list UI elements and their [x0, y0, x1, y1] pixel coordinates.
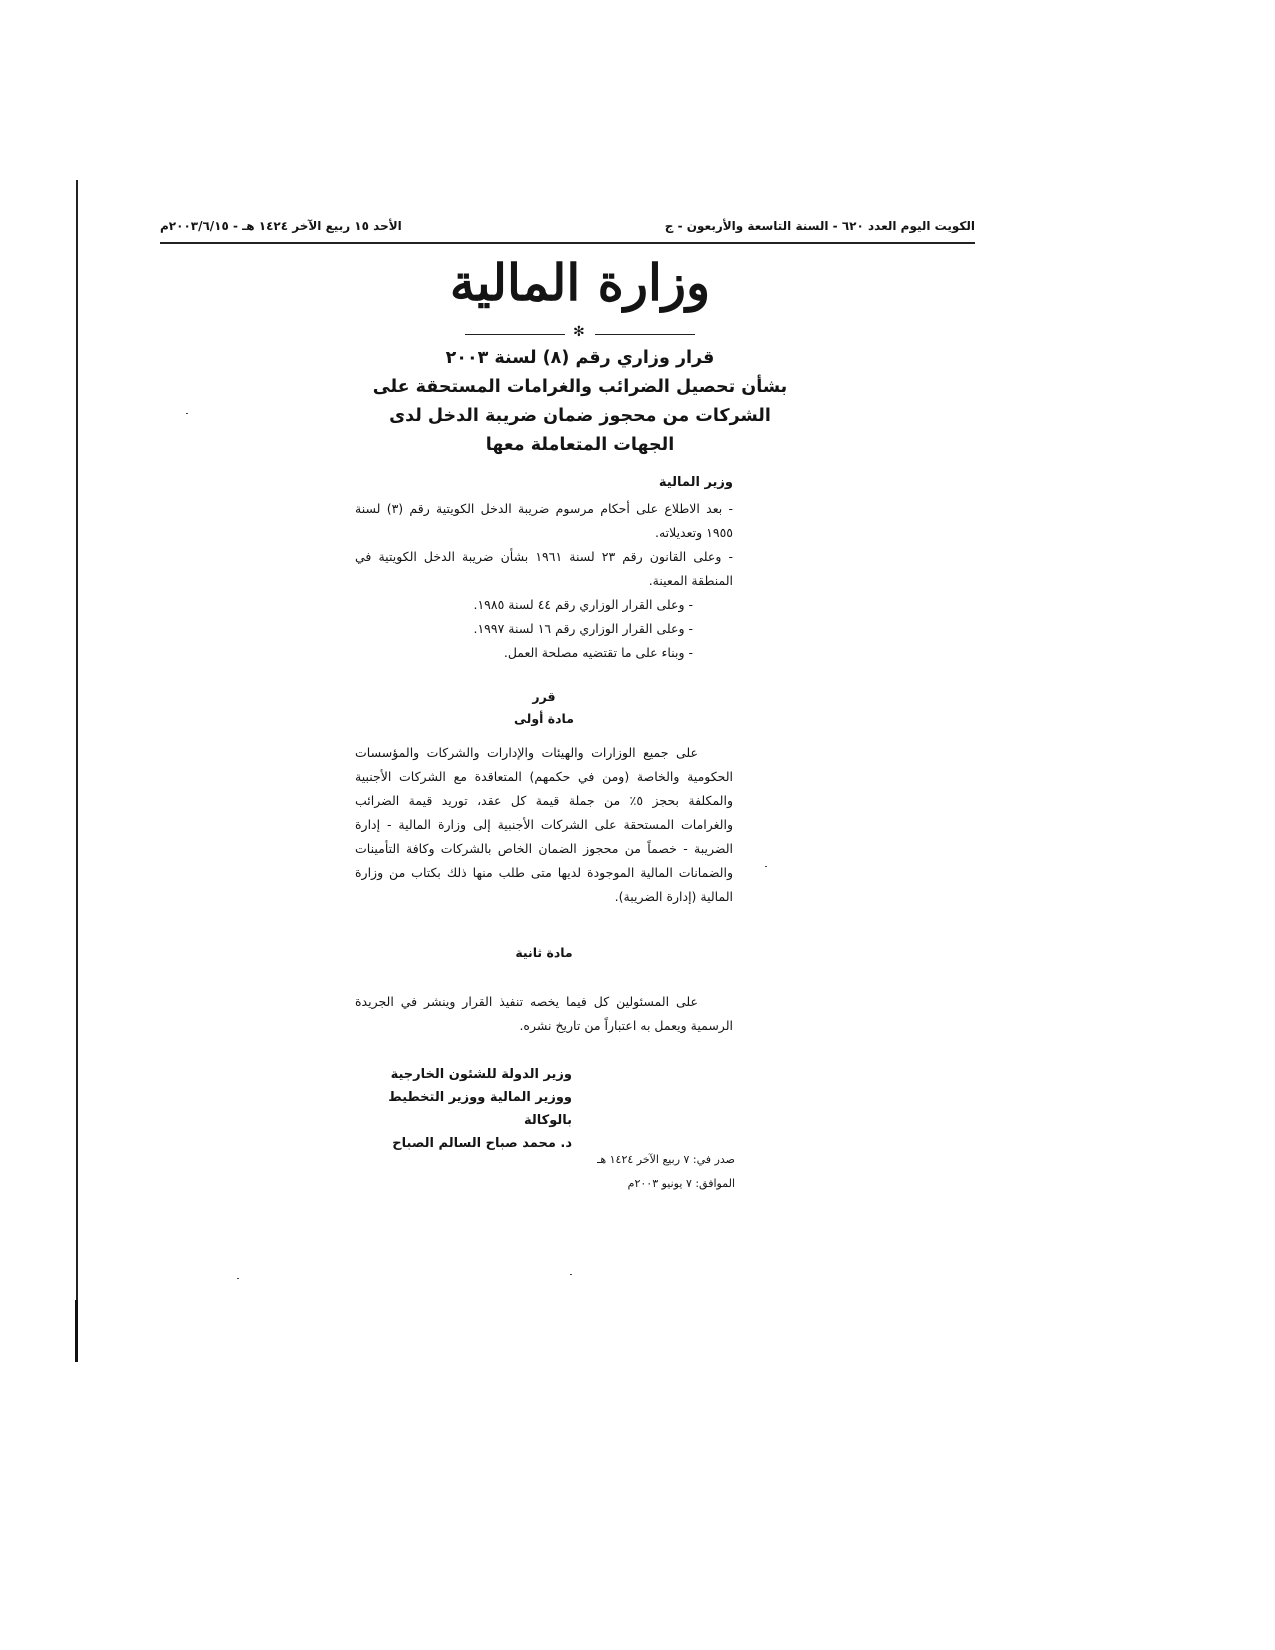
minister-heading: وزير المالية — [658, 475, 733, 490]
asterisk-icon: ✻ — [573, 324, 585, 340]
header-issue-info: الكويت اليوم العدد ٦٢٠ - السنة التاسعة والأربعون - ج — [664, 219, 975, 233]
title-ornament — [465, 324, 695, 343]
header-date: الأحد ١٥ ربيع الآخر ١٤٢٤ هـ - ٢٠٠٣/٦/١٥م — [160, 219, 402, 233]
article1-paragraph: على جميع الوزارات والهيئات والإدارات والشركات والمؤسسات الحكومية والخاصة (ومن في حكمهم) المتعاقدة مع الشركات الأجنبية والمكلفة بحجز ٥٪ من جملة قيمة كل عقد، توريد قيمة الضرائب والغرامات المستحقة على الشركات الأجنبية إلى وزارة المالية - إدارة الضريبة - خصماً من محجوز الضمان الخاص بالشركات وكافة التأمينات والضمانات المالية الموجودة لديها متى طلب منها ذلك بكتاب من وزارة المالية (إدارة الضريبة). — [355, 745, 733, 904]
scan-speck — [570, 1274, 572, 1275]
issued-gregorian: الموافق: ٧ يونيو ٢٠٠٣م — [627, 1177, 735, 1190]
decree-title-line: بشأن تحصيل الضرائب والغرامات المستحقة على — [372, 377, 788, 397]
preamble-item: - بعد الاطلاع على أحكام مرسوم ضريبة الدخل الكويتية رقم (٣) لسنة ١٩٥٥ وتعديلاته. — [355, 501, 733, 540]
signature-line: وزير الدولة للشئون الخارجية — [390, 1067, 572, 1082]
gazette-header — [160, 215, 975, 241]
ornament-line-right — [595, 334, 695, 335]
decision-word: قرر — [532, 689, 556, 704]
preamble-item: - وعلى القانون رقم ٢٣ لسنة ١٩٦١ بشأن ضريبة الدخل الكويتية في المنطقة المعينة. — [355, 549, 733, 588]
ornament-line-left — [465, 334, 565, 335]
preamble — [355, 497, 733, 665]
preamble-item: - وبناء على ما تقتضيه مصلحة العمل. — [503, 645, 693, 660]
ministry-masthead: وزارة المالية — [449, 253, 711, 312]
decree-title-line: الجهات المتعاملة معها — [485, 435, 675, 455]
decision-heading — [355, 686, 733, 730]
header-rule — [160, 242, 975, 244]
decree-title-line: قرار وزاري رقم (٨) لسنة ٢٠٠٣ — [445, 348, 715, 368]
signature-line: د. محمد صباح السالم الصباح — [392, 1136, 572, 1151]
decree-title-line: الشركات من محجوز ضمان ضريبة الدخل لدى — [389, 406, 771, 426]
scan-speck — [765, 866, 767, 867]
article1-title: مادة أولى — [514, 711, 574, 726]
issued-hijri: صدر في: ٧ ربيع الآخر ١٤٢٤ هـ — [597, 1153, 735, 1166]
article1-text — [355, 741, 733, 909]
scan-speck — [186, 413, 188, 414]
scan-edge-mark — [75, 1300, 78, 1362]
article2-title: مادة ثانية — [515, 945, 573, 960]
article2-text — [355, 990, 733, 1038]
decree-title — [360, 344, 800, 460]
article2-paragraph: على المسئولين كل فيما يخصه تنفيذ القرار وينشر في الجريدة الرسمية ويعمل به اعتباراً من تاريخ نشره. — [355, 994, 733, 1033]
scan-speck — [237, 1278, 239, 1279]
preamble-item: - وعلى القرار الوزاري رقم ٤٤ لسنة ١٩٨٥. — [473, 597, 693, 612]
signature-line: ووزير المالية ووزير التخطيط بالوكالة — [388, 1090, 572, 1128]
scan-page-edge — [76, 180, 78, 1360]
signature-block — [360, 1063, 572, 1155]
issue-date-block — [560, 1148, 735, 1196]
preamble-item: - وعلى القرار الوزاري رقم ١٦ لسنة ١٩٩٧. — [473, 621, 693, 636]
